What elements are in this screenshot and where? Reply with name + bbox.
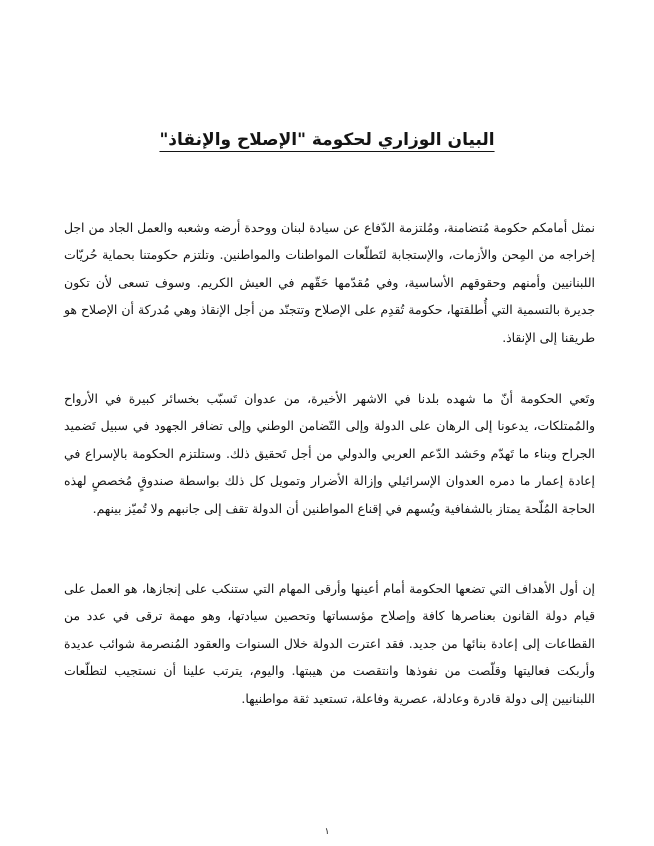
paragraph-2: وتَعي الحكومة أنّ ما شهده بلدنا في الاشهر الأخيرة، من عدوان تَسبّب بخسائر كبيرة في الأرواح والمُمتلكات، يدعونا إلى الرهان على الدولة وإلى التّضامن الوطني وإلى تضافر الجهود في سبيل تَضميد الجراح وبناء ما تَهدّم وحَشد الدّعم العربي والدولي من أجل تَحقيق ذلك. وستلتزم الحكومة بالإسراع في إعادة إعمار ما دمره العدوان الإسرائيلي وإزالة الأضرار وتمويل كل ذلك بواسطة صندوقٍ مُخصصٍ لهذه الحاجة المُلّحة يمتاز بالشفافية ويُسهم في إقناع المواطنين أن الدولة تقف إلى جانبهم ولا تُميّز بينهم. bbox=[64, 391, 595, 516]
paragraph-3: إن أول الأهداف التي تضعها الحكومة أمام أعينها وأرقى المهام التي ستنكب على إنجازها، هو العمل على قيام دولة القانون بعناصرها كافة وإصلاح مؤسساتها وتحصين سيادتها، وهو مهمة ترقى في عدد من القطاعات إلى إعادة بنائها من جديد. فقد اعترت الدولة خلال السنوات والعقود المُنصرمة شوائب عديدة وأربكت فعاليتها وقلّصت من نفوذها وانتقصت من هيبتها. واليوم، يترتب علينا أن نستجيب لتطلّعات اللبنانيين إلى دولة قادرة وعادلة، عصرية وفاعلة، تستعيد ثقة مواطنيها. bbox=[64, 581, 595, 706]
document-title: البيان الوزاري لحكومة "الإصلاح والإنقاذ" bbox=[159, 130, 495, 150]
page-number: ١ bbox=[324, 827, 330, 837]
paragraph-1: نمثل أمامكم حكومة مُتضامنة، ومُلتزمة الدّفاع عن سيادة لبنان ووحدة أرضه وشعبه والعمل الجاد من اجل إخراجه من المِحن والأزمات، والإستجابة لتَطلّعات المواطنات والمواطنين. وتلتزم حكومتنا بحماية حُريّات اللبنانيين وأمنهم وحقوقهم الأساسية، وفي مُقدّمها حَقّهم في العيش الكريم. وسوف تسعى لأن تكون جديرة بالتسمية التي أُطلقتها، حكومة تُقدِم على الإصلاح وتتجنّد من أجل الإنقاذ وهي مُدركة أن الإصلاح هو طريقنا إلى الإنقاذ. bbox=[64, 220, 595, 345]
